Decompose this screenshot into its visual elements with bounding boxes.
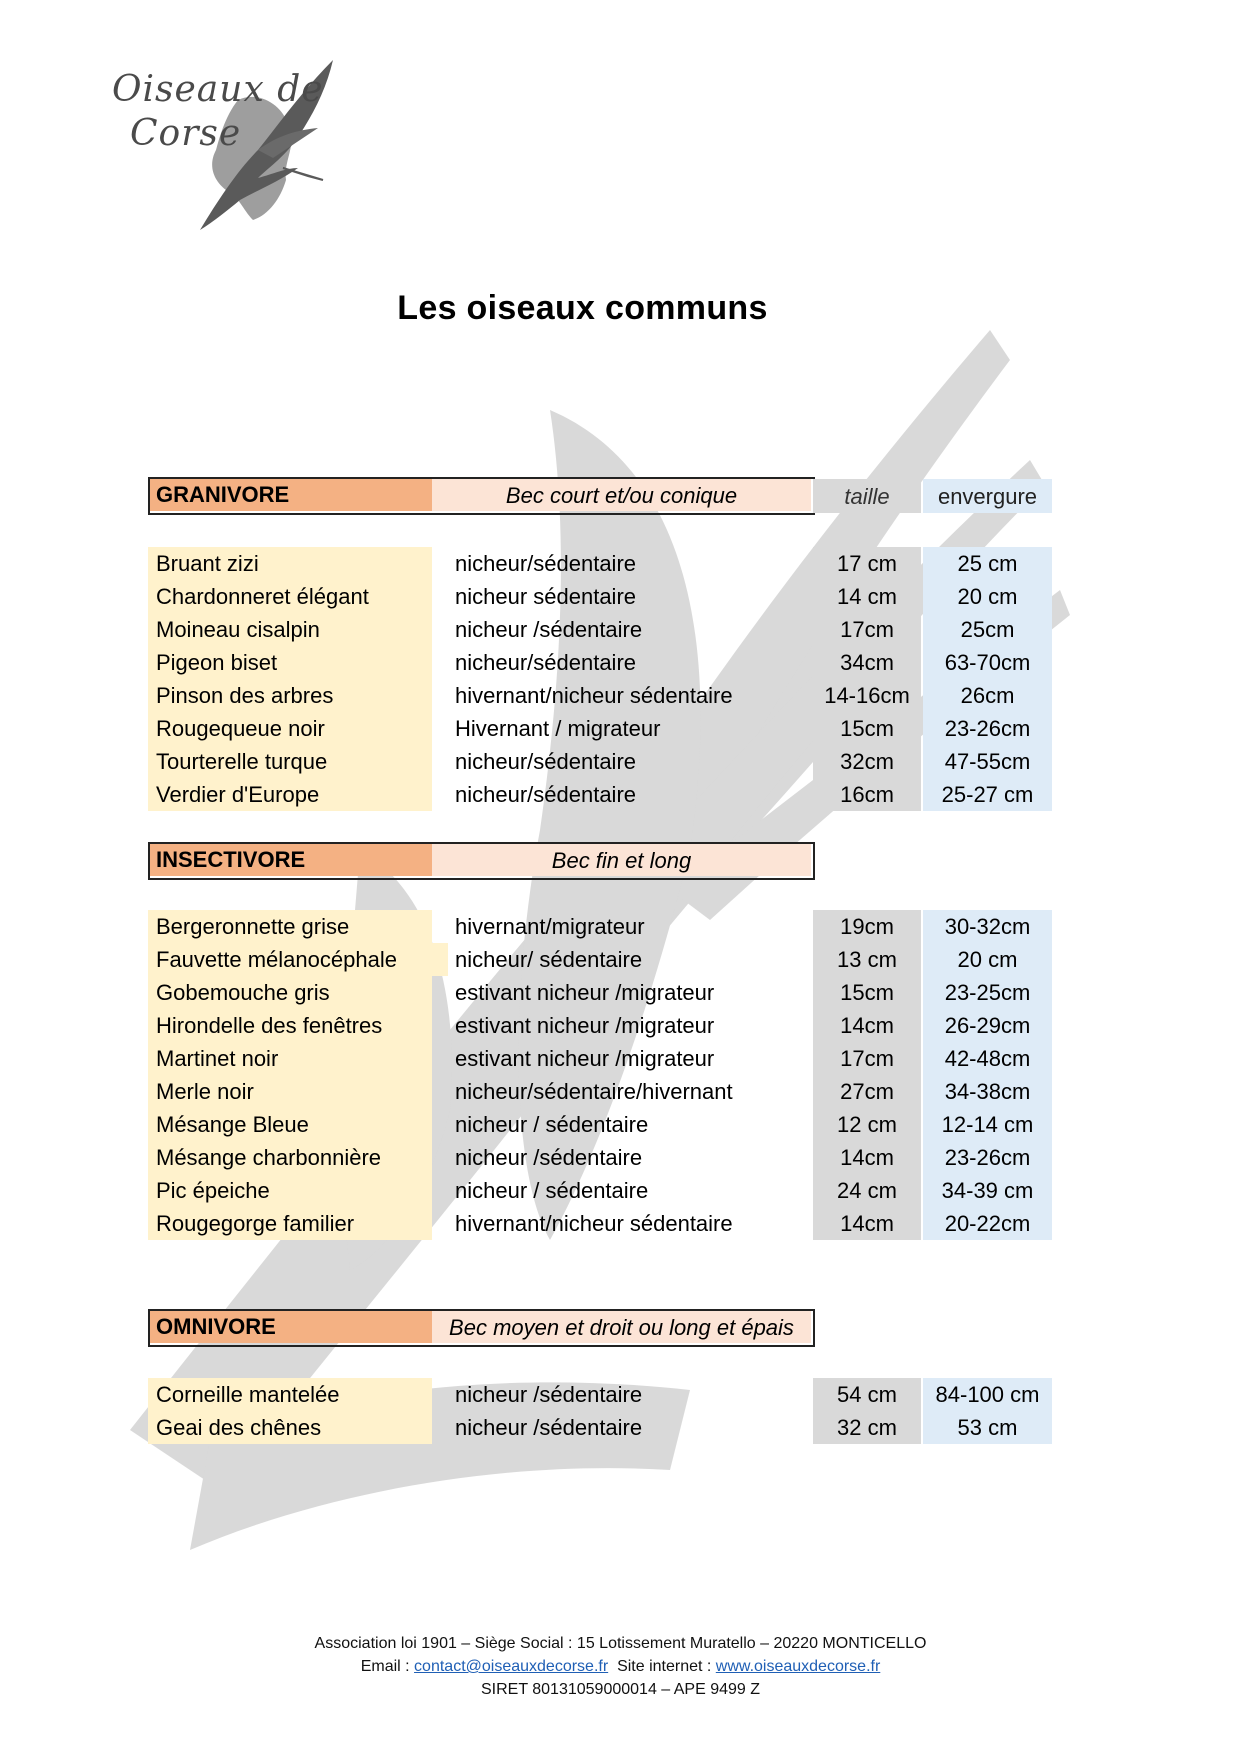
logo-text (112, 68, 324, 156)
bird-size: 19cm (813, 910, 921, 943)
bird-span: 34-38cm (923, 1075, 1052, 1108)
site-label: Site internet : (608, 1658, 716, 1675)
table-row (148, 1108, 1052, 1141)
bird-span: 25 cm (923, 547, 1052, 580)
bird-size: 14-16cm (813, 679, 921, 712)
bird-name: Fauvette mélanocéphale (148, 943, 448, 976)
bird-name: Merle noir (148, 1075, 432, 1108)
bird-status: nicheur/sédentaire (455, 782, 637, 807)
footer-address: Association loi 1901 – Siège Social : 15 Lotissement Muratello – 20220 MONTICELLO (314, 1635, 927, 1652)
rows-omnivore (148, 1378, 1052, 1444)
table-row (148, 943, 1052, 976)
bird-size: 14 cm (813, 580, 921, 613)
footer (0, 1632, 1241, 1701)
bird-span: 23-26cm (923, 712, 1052, 745)
bird-status: hivernant/nicheur sédentaire (455, 1211, 733, 1236)
bird-status: hivernant/nicheur sédentaire (455, 683, 733, 708)
bird-span: 26cm (923, 679, 1052, 712)
section-name: GRANIVORE (148, 477, 432, 511)
bird-span: 25-27 cm (923, 778, 1052, 811)
section-beak: Bec moyen et droit ou long et épais (432, 1309, 811, 1343)
table-row (148, 1378, 1052, 1411)
email-link[interactable]: contact@oiseauxdecorse.fr (414, 1658, 609, 1675)
table-row (148, 1207, 1052, 1240)
bird-status: nicheur / sédentaire (455, 1178, 649, 1203)
table-row (148, 910, 1052, 943)
bird-span: 20 cm (923, 580, 1052, 613)
bird-size: 16cm (813, 778, 921, 811)
bird-name: Gobemouche gris (148, 976, 432, 1009)
bird-status: Hivernant / migrateur (455, 716, 661, 741)
page-title: Les oiseaux communs (397, 289, 768, 327)
bird-span: 23-26cm (923, 1141, 1052, 1174)
bird-span: 84-100 cm (923, 1378, 1052, 1411)
logo-line-2: Corse (130, 113, 242, 154)
section-omnivore (148, 1309, 1052, 1444)
bird-name: Rougequeue noir (148, 712, 432, 745)
bird-size: 24 cm (813, 1174, 921, 1207)
logo-line-1: Oiseaux de (112, 69, 324, 110)
bird-status: hivernant/migrateur (455, 914, 645, 939)
bird-span: 26-29cm (923, 1009, 1052, 1042)
bird-status: nicheur sédentaire (455, 584, 637, 609)
bird-name: Tourterelle turque (148, 745, 432, 778)
bird-span: 23-25cm (923, 976, 1052, 1009)
table-row (148, 1075, 1052, 1108)
bird-status: estivant nicheur /migrateur (455, 980, 715, 1005)
section-header (148, 477, 1052, 515)
table-row (148, 1141, 1052, 1174)
bird-span: 63-70cm (923, 646, 1052, 679)
bird-span: 34-39 cm (923, 1174, 1052, 1207)
bird-size: 32cm (813, 745, 921, 778)
footer-contact (0, 1655, 1241, 1678)
bird-span: 20-22cm (923, 1207, 1052, 1240)
email-label: Email : (360, 1658, 415, 1675)
website-link[interactable]: www.oiseauxdecorse.fr (715, 1658, 881, 1675)
bird-size: 12 cm (813, 1108, 921, 1141)
bird-name: Mésange Bleue (148, 1108, 432, 1141)
footer-siret: SIRET 80131059000014 – APE 9499 Z (480, 1681, 761, 1698)
bird-size: 14cm (813, 1207, 921, 1240)
bird-size: 15cm (813, 976, 921, 1009)
section-header-border (148, 842, 815, 880)
section-beak: Bec fin et long (432, 842, 811, 876)
column-header-span: envergure (923, 479, 1052, 513)
bird-span: 25cm (923, 613, 1052, 646)
table-row (148, 976, 1052, 1009)
bird-size: 54 cm (813, 1378, 921, 1411)
bird-size: 27cm (813, 1075, 921, 1108)
table-row (148, 580, 1052, 613)
bird-span: 53 cm (923, 1411, 1052, 1444)
bird-size: 32 cm (813, 1411, 921, 1444)
section-header-border (148, 477, 815, 515)
table-row (148, 646, 1052, 679)
bird-size: 14cm (813, 1009, 921, 1042)
bird-name: Mésange charbonnière (148, 1141, 432, 1174)
bird-status: estivant nicheur /migrateur (455, 1013, 715, 1038)
bird-status: nicheur /sédentaire (455, 1382, 643, 1407)
bird-name: Moineau cisalpin (148, 613, 432, 646)
table-row (148, 1411, 1052, 1444)
section-header (148, 842, 1052, 880)
bird-status: nicheur/sédentaire (455, 749, 637, 774)
bird-size: 17cm (813, 1042, 921, 1075)
bird-status: nicheur/sédentaire (455, 551, 637, 576)
bird-status: nicheur /sédentaire (455, 1145, 643, 1170)
table-row (148, 1174, 1052, 1207)
bird-name: Rougegorge familier (148, 1207, 432, 1240)
bird-name: Bruant zizi (148, 547, 432, 580)
section-header (148, 1309, 1052, 1347)
bird-name: Hirondelle des fenêtres (148, 1009, 432, 1042)
table-row (148, 1042, 1052, 1075)
bird-name: Geai des chênes (148, 1411, 432, 1444)
table-row (148, 1009, 1052, 1042)
bird-size: 34cm (813, 646, 921, 679)
section-name: INSECTIVORE (148, 842, 432, 876)
bird-size: 17cm (813, 613, 921, 646)
bird-size: 15cm (813, 712, 921, 745)
section-granivore (148, 477, 1052, 811)
bird-name: Chardonneret élégant (148, 580, 432, 613)
section-beak: Bec court et/ou conique (432, 477, 811, 511)
bird-name: Bergeronnette grise (148, 910, 432, 943)
bird-status: nicheur/sédentaire (455, 650, 637, 675)
column-header-size: taille (813, 479, 921, 513)
bird-status: nicheur/ sédentaire (455, 947, 643, 972)
section-insectivore (148, 842, 1052, 1240)
bird-status: nicheur/sédentaire/hivernant (455, 1079, 733, 1104)
bird-name: Pigeon biset (148, 646, 432, 679)
bird-status: nicheur /sédentaire (455, 1415, 643, 1440)
section-name: OMNIVORE (148, 1309, 432, 1343)
bird-status: nicheur / sédentaire (455, 1112, 649, 1137)
section-header-border (148, 1309, 815, 1347)
bird-size: 14cm (813, 1141, 921, 1174)
bird-span: 42-48cm (923, 1042, 1052, 1075)
bird-name: Pinson des arbres (148, 679, 432, 712)
bird-size: 17 cm (813, 547, 921, 580)
table-row (148, 745, 1052, 778)
table-row (148, 679, 1052, 712)
bird-name: Corneille mantelée (148, 1378, 432, 1411)
bird-status: nicheur /sédentaire (455, 617, 643, 642)
bird-span: 47-55cm (923, 745, 1052, 778)
bird-span: 20 cm (923, 943, 1052, 976)
bird-size: 13 cm (813, 943, 921, 976)
rows-granivore (148, 547, 1052, 811)
bird-status: estivant nicheur /migrateur (455, 1046, 715, 1071)
bird-span: 12-14 cm (923, 1108, 1052, 1141)
table-row (148, 547, 1052, 580)
table-row (148, 613, 1052, 646)
table-row (148, 712, 1052, 745)
rows-insectivore (148, 910, 1052, 1240)
bird-span: 30-32cm (923, 910, 1052, 943)
bird-name: Verdier d'Europe (148, 778, 432, 811)
bird-name: Pic épeiche (148, 1174, 432, 1207)
bird-name: Martinet noir (148, 1042, 432, 1075)
table-row (148, 778, 1052, 811)
